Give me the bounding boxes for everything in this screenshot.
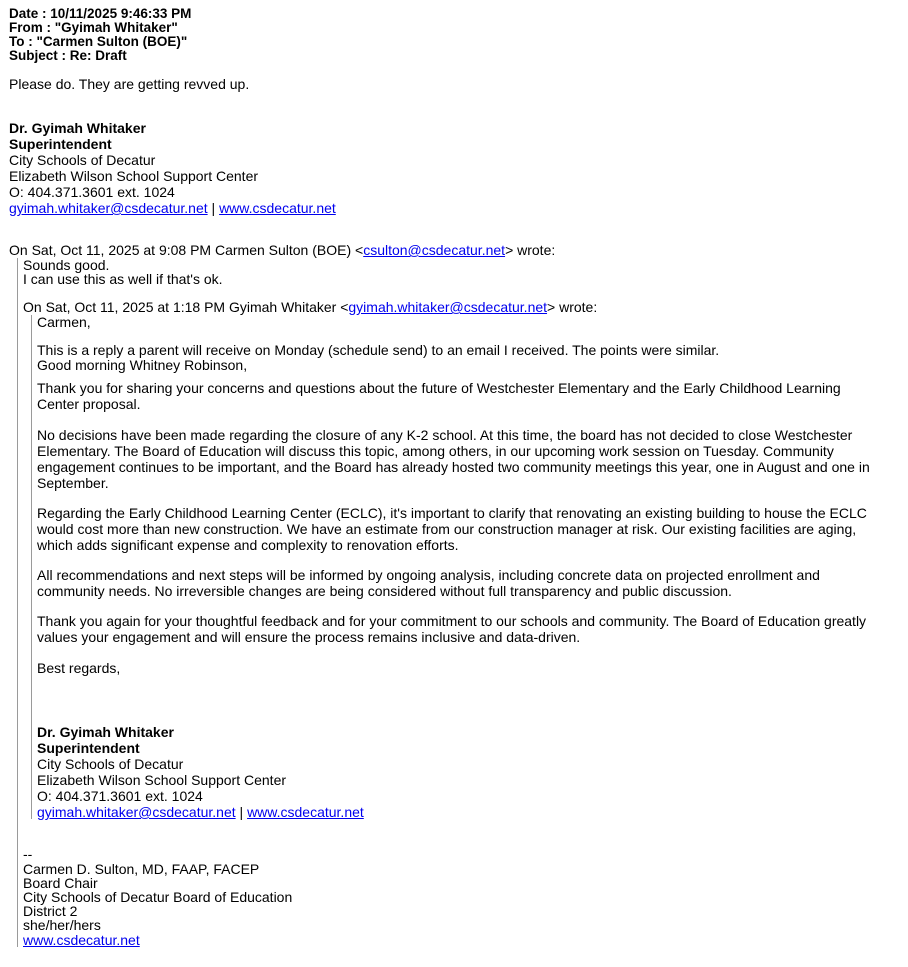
date-line: Date : 10/11/2025 9:46:33 PM <box>9 6 192 21</box>
chair-org: City Schools of Decatur Board of Education <box>23 889 293 905</box>
signature-name: Dr. Gyimah Whitaker <box>9 120 146 136</box>
paragraph-4: All recommendations and next steps will be informed by ongoing analysis, including concrete data on projected enrollment and community needs. No irreversible changes are being considered without full transparency and public discussion. <box>37 567 820 599</box>
subject-line: Subject : Re: Draft <box>9 48 127 63</box>
quote2-salutation: Good morning Whitney Robinson, <box>37 357 248 373</box>
quote2-email-link[interactable]: gyimah.whitaker@csdecatur.net <box>348 299 548 315</box>
signature-center: Elizabeth Wilson School Support Center <box>9 168 259 184</box>
paragraph-1: Thank you for sharing your concerns and questions about the future of Westchester Elementary and the Early Childhood Learning Center proposal. <box>37 380 841 412</box>
quoted-signature-title: Superintendent <box>37 740 140 756</box>
to-line: To : "Carmen Sulton (BOE)" <box>9 34 188 49</box>
quote1-line1: Sounds good. <box>23 257 110 273</box>
signature-email-link[interactable]: gyimah.whitaker@csdecatur.net <box>9 200 208 216</box>
quote1-attribution <box>9 242 555 258</box>
quote1-email-link[interactable]: csulton@csdecatur.net <box>363 242 506 258</box>
quote1-attribution-text: On Sat, Oct 11, 2025 at 9:08 PM Carmen Sulton (BOE) < <box>9 242 364 258</box>
chair-website-link[interactable] <box>23 932 140 948</box>
link-separator: | <box>211 200 216 216</box>
paragraph-2: No decisions have been made regarding the closure of any K-2 school. At this time, the board has not decided to close Westchester Elementary. The Board of Education will discuss this topic, among others, in our upcoming work session on Tuesday. Community engagement continues to be important, and the Board has already hosted two community meetings this year, one in August and one in September. <box>37 427 870 491</box>
chair-name: Carmen D. Sulton, MD, FAAP, FACEP <box>23 861 260 877</box>
quote1-attribution-suffix: > wrote: <box>505 242 556 258</box>
signature-links <box>9 200 336 216</box>
chair-district: District 2 <box>23 903 78 919</box>
reply-body: Please do. They are getting revved up. <box>9 76 250 92</box>
quote2-attribution-text: On Sat, Oct 11, 2025 at 1:18 PM Gyimah Whitaker < <box>23 299 349 315</box>
from-line: From : "Gyimah Whitaker" <box>9 20 178 35</box>
paragraph-5: Thank you again for your thoughtful feedback and for your commitment to our schools and community. The Board of Education greatly values your engagement and will ensure the process remains inclusive and data-driven. <box>37 613 867 645</box>
signature-org: City Schools of Decatur <box>9 152 156 168</box>
closing: Best regards, <box>37 660 121 676</box>
quoted-signature-links <box>37 804 364 820</box>
quoted-signature-email-link[interactable]: gyimah.whitaker@csdecatur.net <box>37 804 236 820</box>
quoted-signature-name: Dr. Gyimah Whitaker <box>37 724 174 740</box>
signature-phone: O: 404.371.3601 ext. 1024 <box>9 184 175 200</box>
email-header <box>9 7 191 63</box>
quote1-bar <box>17 258 18 947</box>
quote2-attribution <box>23 299 597 315</box>
quoted-signature-org: City Schools of Decatur <box>37 756 184 772</box>
chair-website-text[interactable]: www.csdecatur.net <box>23 932 140 948</box>
signature-dashes: -- <box>23 846 33 862</box>
quote1-line2: I can use this as well if that's ok. <box>23 271 223 287</box>
quote2-greeting: Carmen, <box>37 314 91 330</box>
quoted-link-separator: | <box>239 804 244 820</box>
quoted-signature-phone: O: 404.371.3601 ext. 1024 <box>37 788 203 804</box>
chair-role: Board Chair <box>23 875 98 891</box>
quoted-signature-website-link[interactable]: www.csdecatur.net <box>247 804 364 820</box>
chair-pronouns: she/her/hers <box>23 917 101 933</box>
quoted-signature-center: Elizabeth Wilson School Support Center <box>37 772 287 788</box>
signature-website-link[interactable]: www.csdecatur.net <box>219 200 336 216</box>
quote2-intro: This is a reply a parent will receive on Monday (schedule send) to an email I received. The points were similar. <box>37 342 720 358</box>
signature-title: Superintendent <box>9 136 112 152</box>
quote2-attribution-suffix: > wrote: <box>547 299 598 315</box>
paragraph-3: Regarding the Early Childhood Learning Center (ECLC), it's important to clarify that renovating an existing building to house the ECLC would cost more than new construction. We have an estimate from our construction manager at risk. Our existing facilities are aging, which adds significant expense and complexity to renovation efforts. <box>37 505 867 553</box>
quote2-bar <box>31 315 32 819</box>
